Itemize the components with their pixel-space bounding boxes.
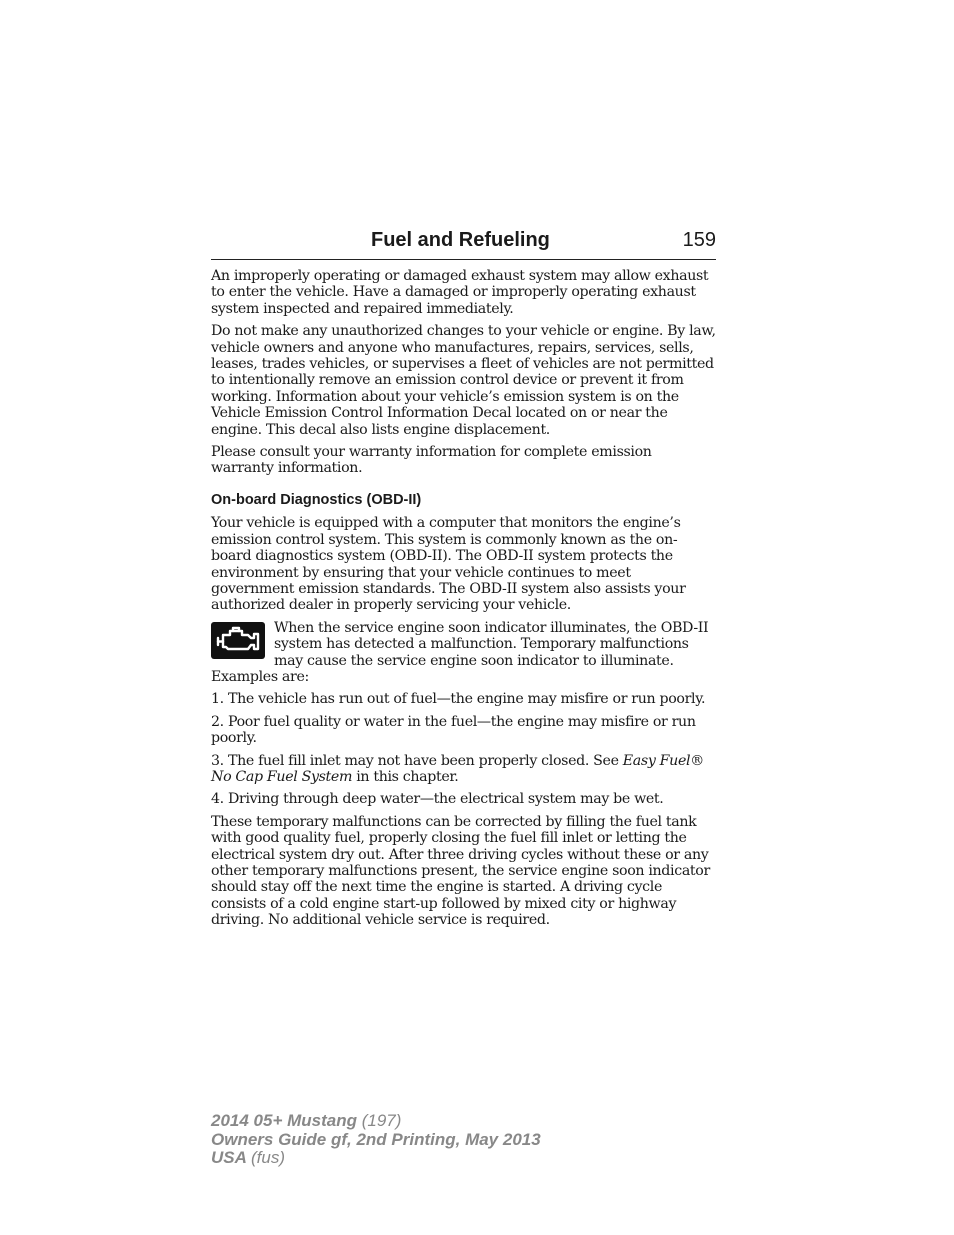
paragraph-warranty: Please consult your warranty information for complete emission warranty information. — [211, 444, 652, 477]
page-number: 159 — [682, 229, 716, 251]
footer-line-3 — [211, 1149, 541, 1168]
footer-line-1 — [211, 1112, 541, 1131]
example-3-suffix: in this chapter. — [352, 768, 459, 785]
footer-market: USA — [211, 1148, 247, 1167]
footer-model: 2014 05+ Mustang — [211, 1111, 357, 1130]
section-title: Fuel and Refueling — [371, 229, 550, 251]
paragraph-closing: These temporary malfunctions can be corrected by filling the fuel tank with good quality fuel, properly closing the fuel fill inlet or letting the electrical system dry out. After three driving cycles without these or any other temporary malfunctions present, the service engine soon indicator should stay off the next time the engine is started. A driving cycle consists of a cold engine start-up followed by mixed city or highway driving. No additional vehicle service is required. — [211, 813, 710, 929]
engine-icon — [211, 622, 265, 659]
page-header — [211, 229, 716, 260]
example-item: 1. The vehicle has run out of fuel—the engine may misfire or run poorly. — [211, 691, 706, 708]
warning-text: When the service engine soon indicator illuminates, the OBD-II system has detected a malfunction. Temporary malfunctions may cause the service engine soon indicator to illuminate. — [274, 619, 709, 669]
example-item: 4. Driving through deep water—the electrical system may be wet. — [211, 791, 664, 808]
example-3-prefix: 3. The fuel fill inlet may not have been properly closed. See — [211, 752, 623, 769]
paragraph-obd: Your vehicle is equipped with a computer that monitors the engine’s emission control system. This system is commonly known as the on-board diagnostics system (OBD-II). The OBD-II system protects the environment by ensuring that your vehicle continues to meet government emission standards. The OBD-II system also assists your authorized dealer in properly servicing your vehicle. — [211, 515, 686, 614]
obd-heading: On-board Diagnostics (OBD-II) — [211, 491, 422, 508]
example-item: 2. Poor fuel quality or water in the fuel—the engine may misfire or run poorly. — [211, 713, 696, 747]
page-content — [211, 268, 716, 935]
footer-model-code: (197) — [361, 1111, 402, 1130]
easy-fuel-reference: Easy Fuel® No Cap Fuel System — [211, 752, 705, 785]
paragraph-unauthorized-changes: Do not make any unauthorized changes to your vehicle or engine. By law, vehicle owners and anyone who manufactures, repairs, services, sells, leases, trades vehicles, or supervises a fleet of vehicles are not permitted to intentionally remove an emission control device or prevent it from working. Information about your vehicle’s emission system is on the Vehicle Emission Control Information Decal located on or near the engine. This decal also lists engine displacement. — [211, 323, 716, 438]
example-item — [211, 753, 716, 786]
paragraph-exhaust: An improperly operating or damaged exhaust system may allow exhaust to enter the vehicle. Have a damaged or improperly operating exhaust system inspected and repaired immediately. — [211, 268, 709, 317]
footer-line-2: Owners Guide gf, 2nd Printing, May 2013 — [211, 1129, 541, 1149]
service-engine-warning — [211, 620, 716, 669]
examples-intro: Examples are: — [211, 668, 309, 685]
page-footer — [211, 1112, 541, 1168]
footer-market-code: (fus) — [251, 1148, 285, 1167]
